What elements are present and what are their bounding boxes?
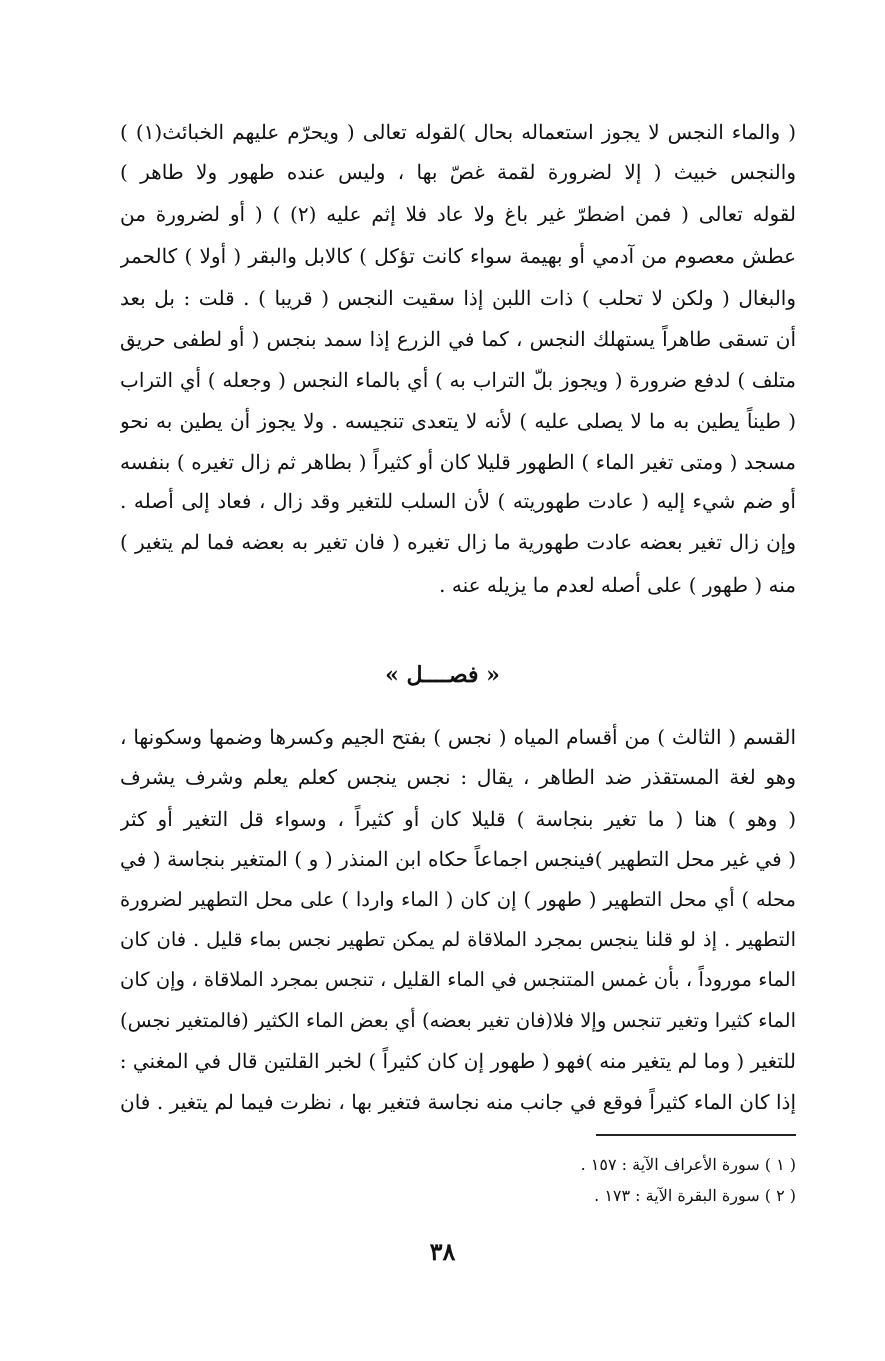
text-line: ( وهو ) هنا ( ما تغير بنجاسة ) قليلا كان أو كثيراً ، وسواء قل التغير أو كثر [120,807,796,831]
page-number: ٣٨ [429,1237,456,1266]
text-line: لقوله تعالى ( فمن اضطرّ غير باغ ولا عاد فلا إثم عليه (٢) ) ( أو لضرورة من [120,202,796,226]
footnote-2: ( ٢ ) سورة البقرة الآية : ١٧٣ . [594,1186,796,1205]
text-line: إذا كان الماء كثيراً فوقع في جانب منه نجاسة فتغير بها ، نظرت فيما لم يتغير . فان [120,1090,796,1114]
text-line: والبغال ( ولكن لا تحلب ) ذات اللبن إذا سقيت النجس ( قريبا ) . قلت : بل بعد [120,286,796,310]
footnote-1: ( ١ ) سورة الأعراف الآية : ١٥٧ . [580,1155,796,1174]
text-line: الماء موروداً ، بأن غمس المتنجس في الماء القليل ، تنجس بمجرد الملاقاة ، وإن كان [120,968,796,991]
text-line: أن تسقى طاهراً يستهلك النجس ، كما في الزرع إذا سمد بنجس ( أو لطفى حريق [120,327,796,351]
footnote-divider [596,1134,796,1136]
text-line: للتغير ( وما لم يتغير منه )فهو ( طهور إن كان كثيراً ) لخبر القلتين قال في المغني : [120,1049,796,1073]
text-line: الماء كثيرا وتغير تنجس وإلا فلا(فان تغير بعضه) أي بعض الماء الكثير (فالمتغير نجس) [120,1009,796,1032]
text-line: ( في غير محل التطهير )فينجس اجماعاً حكاه ابن المنذر ( و ) المتغير بنجاسة ( في [120,847,796,871]
text-line: مسجد ( ومتى تغير الماء ) الطهور قليلا كان أو كثيراً ( بطاهر ثم زال تغيره ) بنفسه [120,450,796,474]
text-line: والنجس خبيث ( إلا لضرورة لقمة غصّ بها ، وليس عنده طهور ولا طاهر ) [120,160,796,184]
section-heading: « فصــــل » [385,662,500,688]
text-line: التطهير . إذ لو قلنا ينجس بمجرد الملاقاة لم يمكن تطهير نجس بماء قليل . فان كان [120,928,796,951]
text-line: عطش معصوم من آدمي أو بهيمة سواء كانت تؤكل ) كالابل والبقر ( أولا ) كالحمر [120,244,796,268]
text-line: ( طيناً يطين به ما لا يصلى عليه ) لأنه لا يتعدى تنجيسه . ولا يجوز أن يطين به نحو [120,409,796,433]
text-line: متلف ) لدفع ضرورة ( ويجوز بلّ التراب به ) أي بالماء النجس ( وجعله ) أي التراب [120,368,796,392]
text-line: وإن زال تغير بعضه عادت طهورية ما زال تغيره ( فان تغير به بعضه فما لم يتغير ) [120,530,796,554]
text-line: وهو لغة المستقذر ضد الطاهر ، يقال : نجس ينجس كعلم يعلم وشرف يشرف [120,765,796,789]
text-line: محله ) أي محل التطهير ( طهور ) إن كان ( الماء واردا ) على محل التطهير لضرورة [120,888,796,911]
text-line: القسم ( الثالث ) من أقسام المياه ( نجس ) بفتح الجيم وكسرها وضمها وسكونها ، [120,725,796,749]
text-line: أو ضم شيء إليه ( عادت طهوريته ) لأن السلب للتغير وقد زال ، فعاد إلى أصله . [120,489,796,513]
text-line: منه ( طهور ) على أصله لعدم ما يزيله عنه . [439,573,796,597]
text-line: ( والماء النجس لا يجوز استعماله بحال )لقوله تعالى ( ويحرّم عليهم الخبائث(١) ) [120,120,796,144]
